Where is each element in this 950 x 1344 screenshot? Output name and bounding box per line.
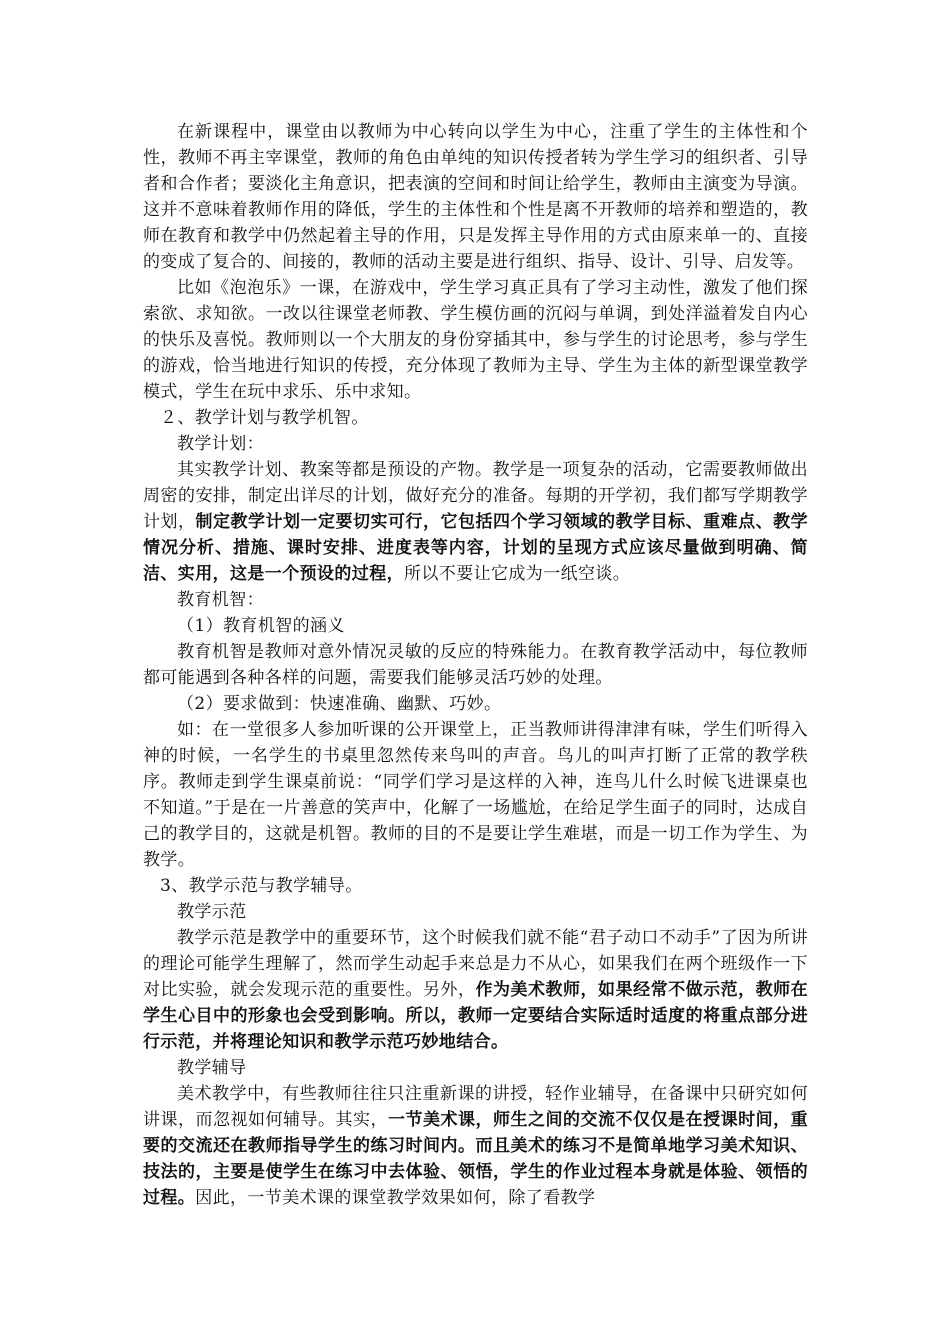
document-page (143, 119, 808, 1211)
paragraph-teaching-plan: 其实教学计划、教案等都是预设的产物。教学是一项复杂的活动，它需要教师做出周密的安排，制定出详尽的计划，做好充分的准备。每期的开学初，我们都写学期教学计划，制定教学计划一定要切实可行，它包括四个学习领域的教学目标、重难点、教学情况分析、措施、课时安排、进度表等内容，计划的呈现方式应该尽量做到明确、简洁、实用，这是一个预设的过程，所以不要让它成为一纸空谈。 (143, 460, 809, 584)
subheading-wit-meaning: （1）教育机智的涵义 (177, 616, 345, 636)
subheading-demonstration: 教学示范 (177, 902, 247, 922)
section-heading-3: 3、教学示范与教学辅导。 (160, 876, 363, 896)
paragraph-bird-example: 如：在一堂很多人参加听课的公开课堂上，正当教师讲得津津有味，学生们听得入神的时候，一名学生的书桌里忽然传来鸟叫的声音。鸟儿的叫声打断了正常的教学秩序。教师走到学生课桌前说：“同学们学习是这样的入神，连鸟儿什么时候飞进课桌也不知道。”于是在一片善意的笑声中，化解了一场尴尬，在给足学生面子的同时，达成自己的教学目的，这就是机智。教师的目的不是要让学生难堪，而是一切工作为学生、为教学。 (143, 720, 808, 870)
subheading-guidance: 教学辅导 (177, 1058, 247, 1078)
subheading-educational-wit: 教育机智： (177, 590, 264, 610)
subheading-wit-requirements: （2）要求做到：快速准确、幽默、巧妙。 (177, 694, 502, 714)
paragraph-wit-definition: 教育机智是教师对意外情况灵敏的反应的特殊能力。在教育教学活动中，每位教师都可能遇到各种各样的问题，需要我们能够灵活巧妙的处理。 (143, 642, 808, 688)
subheading-teaching-plan: 教学计划： (177, 434, 264, 454)
paragraph-guidance: 美术教学中，有些教师往往只注重新课的讲授，轻作业辅导，在备课中只研究如何讲课，而忽视如何辅导。其实，一节美术课，师生之间的交流不仅仅是在授课时间，重要的交流还在教师指导学生的练习时间内。而且美术的练习不是简单地学习美术知识、技法的，主要是使学生在练习中去体验、领悟，学生的作业过程本身就是体验、领悟的过程。因此，一节美术课的课堂教学效果如何，除了看教学 (143, 1084, 808, 1208)
paragraph-demonstration: 教学示范是教学中的重要环节，这个时候我们就不能“君子动口不动手”了因为所讲的理论可能学生理解了，然而学生动起手来总是力不从心，如果我们在两个班级作一下对比实验，就会发现示范的重要性。另外，作为美术教师，如果经常不做示范，教师在学生心目中的形象也会受到影响。所以，教师一定要结合实际适时适度的将重点部分进行示范，并将理论知识和教学示范巧妙地结合。 (143, 928, 808, 1052)
paragraph-teacher-role: 在新课程中，课堂由以教师为中心转向以学生为中心，注重了学生的主体性和个性，教师不再主宰课堂，教师的角色由单纯的知识传授者转为学生学习的组织者、引导者和合作者；要淡化主角意识，把表演的空间和时间让给学生，教师由主演变为导演。这并不意味着教师作用的降低，学生的主体性和个性是离不开教师的培养和塑造的，教师在教育和教学中仍然起着主导的作用，只是发挥主导作用的方式由原来单一的、直接的变成了复合的、间接的，教师的活动主要是进行组织、指导、设计、引导、启发等。 (143, 122, 808, 272)
section-heading-2: ２、教学计划与教学机智。 (160, 408, 369, 428)
paragraph-bubble-lesson: 比如《泡泡乐》一课，在游戏中，学生学习真正具有了学习主动性，激发了他们探索欲、求知欲。一改以往课堂老师教、学生模仿画的沉闷与单调，到处洋溢着发自内心的快乐及喜悦。教师则以一个大朋友的身份穿插其中，参与学生的讨论思考，参与学生的游戏，恰当地进行知识的传授，充分体现了教师为主导、学生为主体的新型课堂教学模式，学生在玩中求乐、乐中求知。 (143, 278, 808, 402)
